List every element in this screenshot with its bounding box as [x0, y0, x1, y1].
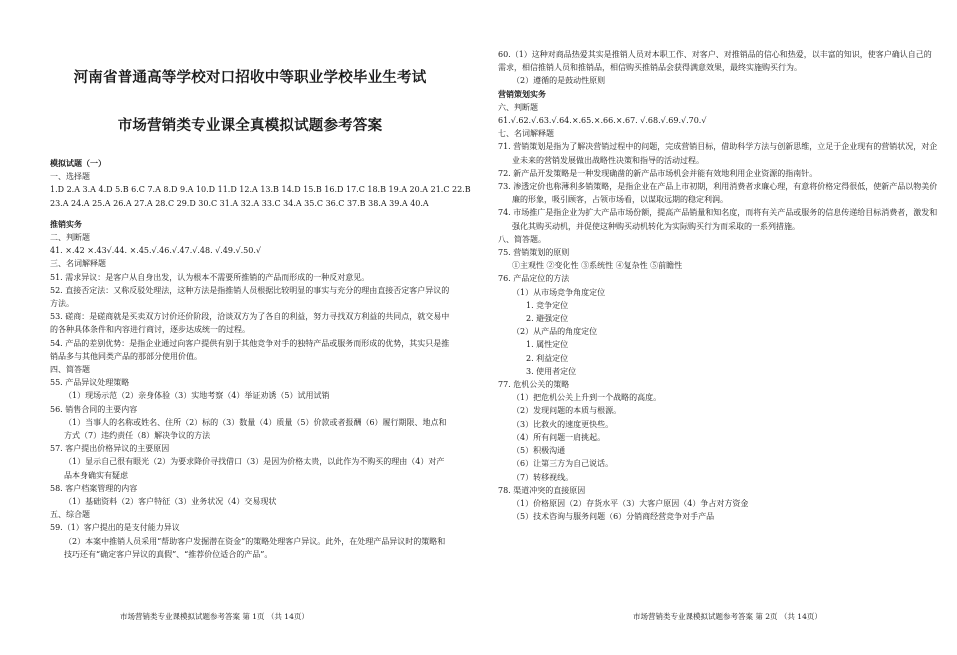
section-heading: 推销实务 [50, 219, 82, 229]
answer-line: 四、简答题 [50, 365, 90, 375]
left-page [0, 0, 478, 655]
answer-line: 53. 磋商：是磋商就是买卖双方讨价还价阶段，洽谈双方为了各自的利益，努力寻找双方利益的共同点，就交易中的各种具体条件和内容进行商讨，逐步达成统一的过程。 [50, 312, 450, 335]
answer-line: 74. 市场推广是指企业为扩大产品市场份额，提高产品销量和知名度，而将有关产品或服务的信息传递给目标消费者，激发和强化其购买动机，并促使这种购买动机转化为实际购买行为而采取的一系列措施。 [498, 208, 938, 231]
answer-line: 73. 渗透定价也称薄利多销策略，是指企业在产品上市初期，利用消费者求廉心理，有意将价格定得很低，使新产品以物美价廉的形象，吸引顾客，占领市场看，以谋取远期的稳定利润。 [498, 182, 938, 205]
answer-line: ①主观性 ②变化性 ③系统性 ④复杂性 ⑤前瞻性 [512, 261, 683, 271]
answer-line: 2. 利益定位 [526, 353, 569, 363]
document-title: 河南省普通高等学校对口招收中等职业学校毕业生考试 [73, 70, 427, 86]
answer-line: 二、判断题 [50, 233, 90, 243]
answer-line: （2）发现问题的本质与根源。 [512, 406, 622, 416]
page-footer-right: 市场营销类专业课模拟试题参考答案 第 2页 （共 14页） [633, 612, 822, 621]
answer-line: （1）把危机公关上升到一个战略的高度。 [512, 393, 662, 403]
answer-line: （1）从市场竞争角度定位 [512, 287, 606, 297]
answer-line: 52. 直接否定法：又称反驳处理法，这种方法是指推销人员根据比较明显的事实与充分的理由直接否定客户异议的方法。 [50, 285, 450, 309]
answer-line: 75. 营销策划的原则 [498, 248, 570, 258]
answer-line: 2. 避强定位 [526, 314, 569, 324]
left-answer-list [50, 157, 471, 561]
answer-line: 72. 新产品开发策略是一种发现确凿的新产品市场机会并能有效地利用企业资源的指南针。 [498, 168, 818, 178]
answer-line: （2）本案中推销人员采用“帮助客户发掘潜在资金”的策略处理客户异议。此外，在处理产品异议时的策略和技巧还有“确定客户异议的真假”、“推荐价位适合的产品”。 [64, 536, 446, 559]
document-subtitle: 市场营销类专业课全真模拟试题参考答案 [117, 118, 383, 134]
answer-line: 五、综合题 [50, 510, 90, 520]
answer-line: （7）转移视线。 [512, 472, 574, 482]
answer-line: 七、名词解释题 [498, 129, 554, 139]
answer-line: 55. 产品异议处理策略 [50, 378, 130, 388]
answer-line: 41. ×.42 ×.43√.44. ×.45.√.46.√.47.√.48. √.49.√.50.√ [50, 246, 261, 256]
right-page [478, 0, 957, 655]
answer-line: 一、选择题 [50, 172, 90, 182]
left-column [50, 66, 471, 561]
answer-line: 51. 需求异议：是客户从自身出发，认为根本不需要所推销的产品而形成的一种反对意见。 [50, 272, 370, 282]
answer-line: 77. 危机公关的策略 [498, 380, 570, 390]
answer-line: 59.（1）客户提出的是支付能力异议 [50, 523, 180, 533]
answer-line: （1）显示自己很有眼光（2）为要求降价寻找借口（3）是因为价格太贵，以此作为不购买的理由（4）对产品本身确实有疑虑 [64, 457, 445, 480]
section-heading: 营销策划实务 [498, 89, 546, 99]
right-column [498, 48, 938, 523]
answer-line: 58. 客户档案管理的内容 [50, 483, 138, 493]
answer-line: （1）基础资料（2）客户特征（3）业务状况（4）交易现状 [64, 497, 277, 507]
answer-line: 三、名词解释题 [50, 259, 106, 269]
answer-line: （2）从产品的角度定位 [512, 327, 598, 337]
answer-line [50, 210, 450, 218]
answer-line: 八、简答题。 [498, 234, 546, 244]
answer-line: （1）当事人的名称或姓名、住所（2）标的（3）数量（4）质量（5）价款或者报酬（6）履行期限、地点和方式（7）违约责任（8）解决争议的方法 [64, 417, 447, 441]
section-heading: 模拟试题（一） [50, 159, 106, 168]
right-answer-list [498, 48, 938, 523]
answer-line: 23.A 24.A 25.A 26.A 27.A 28.C 29.D 30.C 31.A 32.A 33.C 34.A 35.C 36.C 37.B 38.A 39.A 40.A [50, 198, 429, 208]
answer-line: 54. 产品的差别优势：是指企业通过向客户提供有别于其他竞争对手的独特产品或服务而形成的优势，其实只是推销品多与其他同类产品的那部分使用价值。 [50, 338, 450, 361]
answer-line: 78. 渠道冲突的直接原因 [498, 485, 586, 495]
answer-line: （5）积极沟通 [512, 446, 566, 456]
answer-line: 六、判断题 [498, 102, 538, 112]
answer-line: （1）价格原因（2）存货水平（3）大客户原因（4）争占对方资金 [512, 498, 749, 508]
answer-line: 76. 产品定位的方法 [498, 274, 570, 284]
answer-line: （1）现场示范（2）亲身体验（3）实地考察（4）举证劝诱（5）试用试销 [64, 391, 330, 401]
answer-line: （4）所有问题一肩挑起。 [512, 432, 606, 442]
answer-line: （6）让第三方为自己说话。 [512, 459, 614, 469]
answer-line: 60.（1）这种对商品热爱其实是推销人员对本职工作、对客户、对推销品的信心和热爱，以丰富的知识，使客户确认自己的需求，相信推销人员和推销品，相信购买推销品会获得满意效果，最终实施购买行为。 [498, 50, 932, 73]
answer-line: （5）技术咨询与服务问题（6）分销商经营竞争对手产品 [512, 512, 715, 522]
answer-line: 61.√.62.√.63.√.64.×.65.×.66.×.67. √.68.√.69.√.70.√ [498, 116, 707, 126]
answer-line: 1. 竞争定位 [526, 300, 569, 310]
answer-line: 1.D 2.A 3.A 4.D 5.B 6.C 7.A 8.D 9.A 10.D 11.D 12.A 13.B 14.D 15.B 16.D 17.C 18.B 19.A 20.A 21.C 22.B [50, 185, 471, 195]
answer-line: （3）比救火的速度更快些。 [512, 419, 614, 429]
answer-line: 3. 使用者定位 [526, 366, 577, 376]
answer-line: 57. 客户提出价格异议的主要原因 [50, 444, 170, 454]
page-footer-left: 市场营销类专业课模拟试题参考答案 第 1页 （共 14页） [120, 612, 309, 621]
answer-line: 71. 营销策划是指为了解决营销过程中的问题，完成营销目标，借助科学方法与创新思维，立足于企业现有的营销状况，对企业未来的营销发展做出战略性决策和指导的活动过程。 [498, 142, 938, 165]
answer-line: （2）遵循的是鼓动性原则 [512, 76, 606, 86]
answer-line: 1. 属性定位 [526, 340, 569, 350]
answer-line: 56. 销售合同的主要内容 [50, 404, 138, 414]
